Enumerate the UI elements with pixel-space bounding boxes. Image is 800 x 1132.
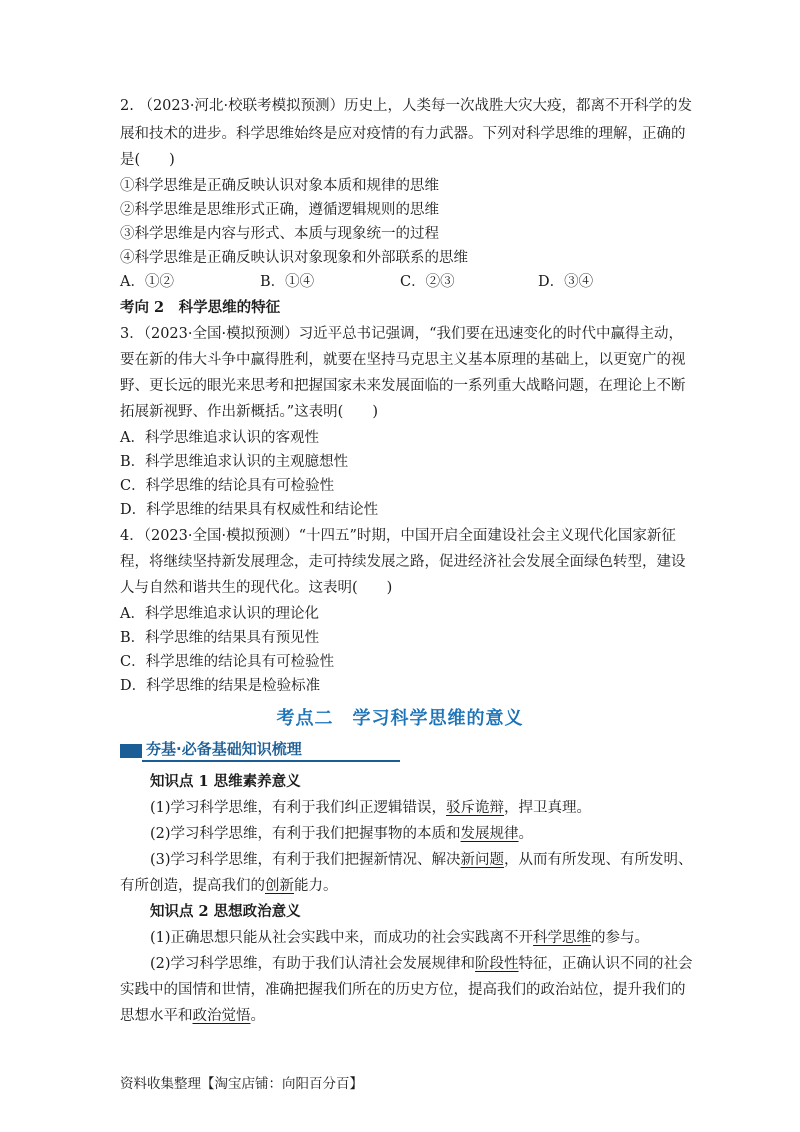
q2-line-1: 2. （2023·河北·校联考模拟预测）历史上，人类每一次战胜大灾大疫，都离不开科学的发 <box>120 98 693 114</box>
q3-option-b: B．科学思维追求认识的主观臆想性 <box>120 454 349 470</box>
kp2-p1-text: (1)正确思想只能从社会实践中来，而成功的社会实践离不开 <box>150 930 534 946</box>
q4-option-c: C．科学思维的结论具有可检验性 <box>120 654 335 670</box>
kp1-p2-text: (2)学习科学思维，有利于我们把握事物的本质和 <box>150 826 461 842</box>
kp1-title: 知识点 1 思维素养意义 <box>150 773 301 790</box>
q3-line-2: 要在新的伟大斗争中赢得胜利，就要在坚持马克思主义基本原理的基础上，以更宽广的视 <box>120 352 686 368</box>
q2-item-3: ③科学思维是内容与形式、本质与现象统一的过程 <box>120 226 439 242</box>
kp1-p3-text: (3)学习科学思维，有利于我们把握新情况、解决 <box>150 852 461 868</box>
kp2-p2-text: (2)学习科学思维，有助于我们认清社会发展规律和 <box>150 956 476 972</box>
kp2-p2-tail: 特征，正确认识不同的社会 <box>518 956 693 972</box>
kp1-p3b-answer: 创新 <box>265 878 294 894</box>
kp1-p1-answer: 驳斥诡辩 <box>446 800 505 816</box>
q4-option-d: D．科学思维的结果是检验标准 <box>120 678 321 694</box>
kp2-p1-answer: 科学思维 <box>533 930 592 946</box>
kp2-p2-answer: 阶段性 <box>475 956 519 972</box>
kp1-p3b-tail: 能力。 <box>294 878 338 894</box>
q4-line-2: 程，将继续坚持新发展理念，走可持续发展之路，促进经济社会发展全面绿色转型，建设 <box>120 554 686 570</box>
q2-item-1: ①科学思维是正确反映认识对象本质和规律的思维 <box>120 178 439 194</box>
banner-bar <box>120 744 142 758</box>
kp1-p3-answer: 新问题 <box>460 852 505 868</box>
banner-rule <box>142 760 400 762</box>
kp2-p2c-answer: 政治觉悟 <box>192 1008 251 1024</box>
q2-item-2: ②科学思维是思维形式正确，遵循逻辑规则的思维 <box>120 202 439 218</box>
kp2-paragraph-2-end <box>120 1006 690 1026</box>
q2-option-b: B．①④ <box>260 274 315 290</box>
kp1-p2-tail: 。 <box>518 826 534 842</box>
kp2-paragraph-2-cont: 实践中的国情和世情，准确把握我们所在的历史方位，提高我们的政治站位，提升我们的 <box>120 982 686 998</box>
kp1-p2-answer: 发展规律 <box>460 826 519 842</box>
q3-line-3: 野、更长远的眼光来思考和把握国家未来发展面临的一系列重大战略问题，在理论上不断 <box>120 378 686 394</box>
kp2-title: 知识点 2 思想政治意义 <box>150 903 301 920</box>
kp2-paragraph-2 <box>150 954 720 974</box>
banner-label: 夯基·必备基础知识梳理 <box>146 740 302 758</box>
kp1-p3-tail: ，从而有所发现、有所发明、 <box>504 852 693 868</box>
kp1-p3b-text: 有所创造，提高我们的 <box>120 878 265 894</box>
kp2-p1-tail: 的参与。 <box>591 930 650 946</box>
q2-option-a: A．①② <box>120 274 174 290</box>
q4-line-3: 人与自然和谐共生的现代化。这表明( ) <box>120 580 393 596</box>
section-title: 考点二 学习科学思维的意义 <box>276 708 524 729</box>
q3-option-d: D．科学思维的结果具有权威性和结论性 <box>120 502 379 518</box>
q3-option-c: C．科学思维的结论具有可检验性 <box>120 478 335 494</box>
q2-line-2: 展和技术的进步。科学思维始终是应对疫情的有力武器。下列对科学思维的理解，正确的 <box>120 126 686 142</box>
section-banner <box>120 738 402 762</box>
q4-option-b: B．科学思维的结果具有预见性 <box>120 630 320 646</box>
direction-heading: 考向 2 科学思维的特征 <box>120 299 281 316</box>
q3-option-a: A．科学思维追求认识的客观性 <box>120 430 319 446</box>
q3-line-4: 拓展新视野、作出新概括。”这表明( ) <box>120 404 378 420</box>
kp1-paragraph-2 <box>150 824 720 844</box>
kp1-p1-tail: ，捍卫真理。 <box>504 800 592 816</box>
kp1-paragraph-3-cont <box>120 876 690 896</box>
kp2-paragraph-1 <box>150 928 720 948</box>
q2-line-3: 是( ) <box>120 152 175 168</box>
q2-item-4: ④科学思维是正确反映认识对象现象和外部联系的思维 <box>120 250 468 266</box>
footer-note: 资料收集整理【淘宝店铺：向阳百分百】 <box>120 1076 363 1092</box>
q4-option-a: A．科学思维追求认识的理论化 <box>120 606 319 622</box>
q3-line-1: 3．（2023·全国·模拟预测）习近平总书记强调，“我们要在迅速变化的时代中赢得主动， <box>120 326 684 342</box>
kp1-paragraph-1 <box>150 798 720 818</box>
q2-option-c: C．②③ <box>400 274 455 290</box>
kp2-p2c-text: 思想水平和 <box>120 1008 193 1024</box>
kp1-p1-text: (1)学习科学思维，有利于我们纠正逻辑错误， <box>150 800 447 816</box>
kp2-p2c-tail: 。 <box>250 1008 265 1024</box>
kp1-paragraph-3 <box>150 850 720 870</box>
q2-option-d: D．③④ <box>538 274 594 290</box>
q4-line-1: 4．（2023·全国·模拟预测）“十四五”时期，中国开启全面建设社会主义现代化国家新征 <box>120 528 676 544</box>
